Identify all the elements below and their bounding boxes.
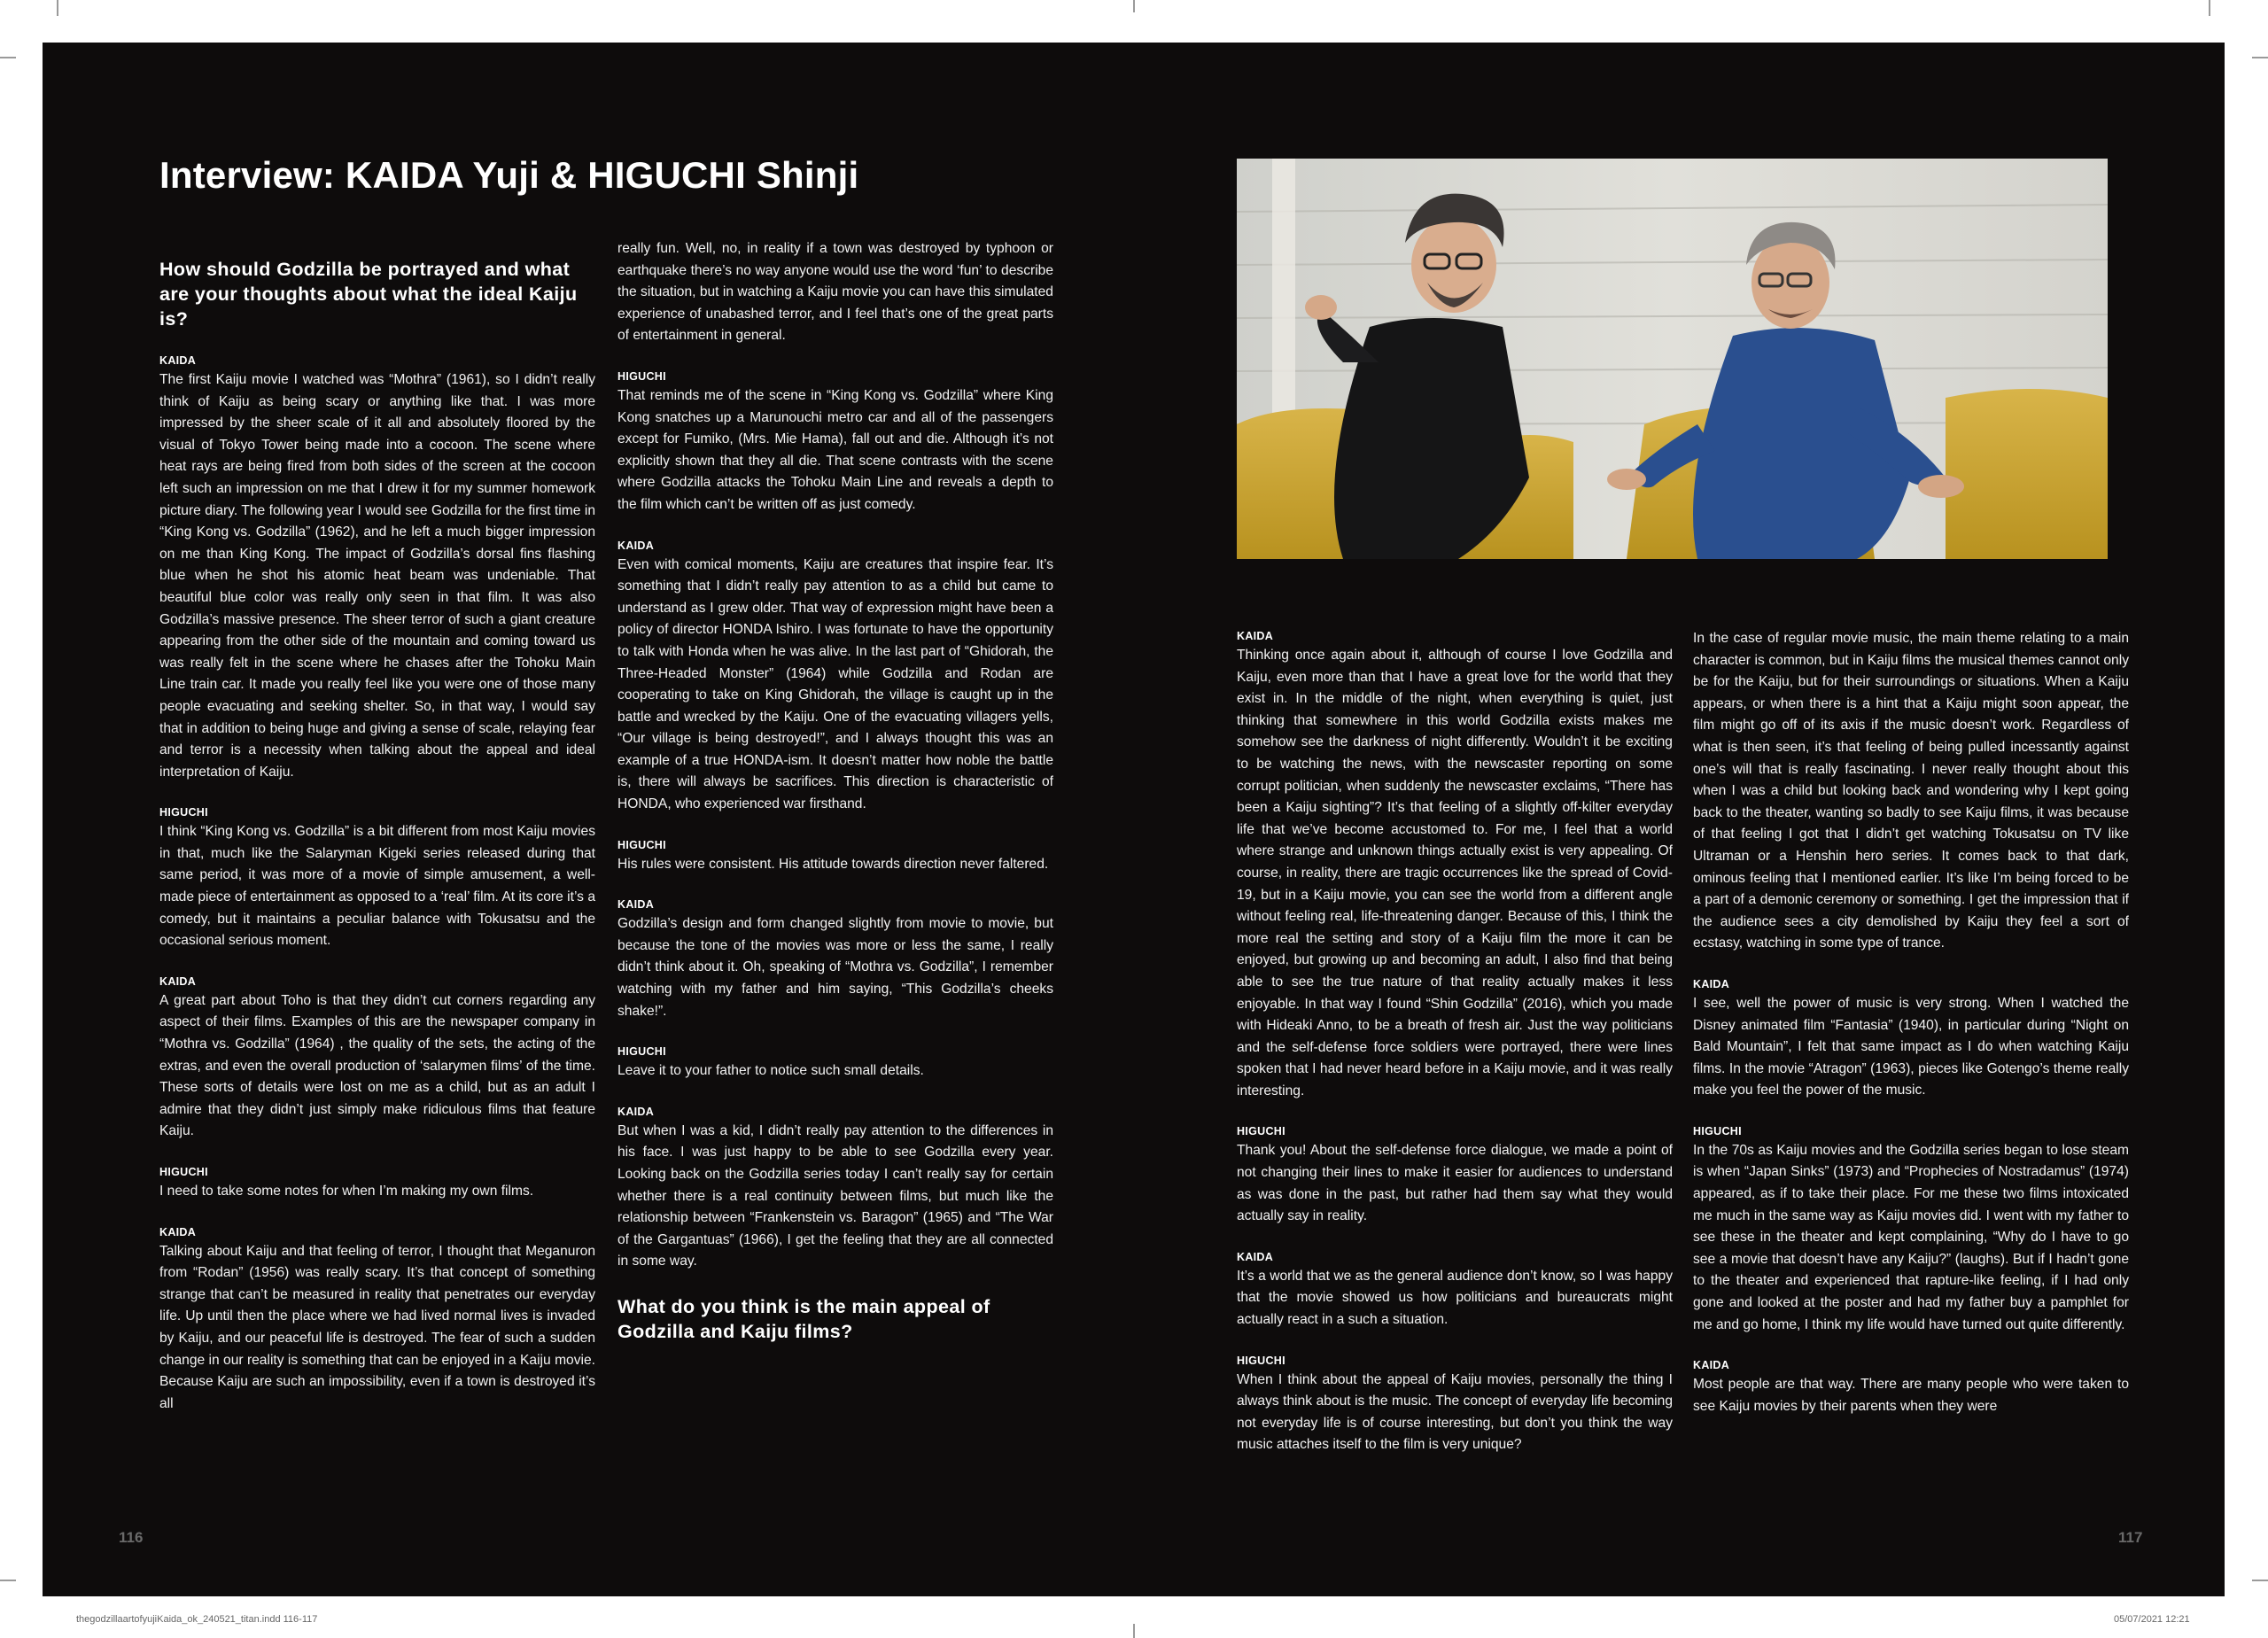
crop-mark (2252, 57, 2268, 58)
interview-block (1693, 628, 2129, 955)
interview-paragraph: His rules were consistent. His attitude towards direction never faltered. (617, 856, 1049, 872)
interview-paragraph: Even with comical moments, Kaiju are creatures that inspire fear. It’s something that I didn’t really pay attention to as a child but came to understand as I grew older. That way of expression might have been a policy of director HONDA Ishiro. I was fortunate to have the opportunity to talk with Honda when he was alive. In the last part of “Ghidorah, the Three-Headed Monster” (1964) while Godzilla and Rodan are cooperating to take on King Ghidorah, the village is caught up in the battle and wrecked by the Kaiju. One of the evacuating villagers yells, “Our village is being destroyed!”, and I always thought this was an example of a true HONDA-ism. It doesn’t matter how noble the battle is, there will always be sacrifices. This direction is characteristic of HONDA, who experienced war firsthand. (617, 556, 1053, 812)
speaker-label: KAIDA (1693, 1359, 1730, 1372)
page-title: Interview: KAIDA Yuji & HIGUCHI Shinji (159, 154, 859, 196)
interview-block (617, 238, 1053, 347)
interview-block (617, 1104, 1053, 1273)
interview-paragraph: It’s a world that we as the general audience don’t know, so I was happy that the movie showed us how politicians and bureaucrats might actually react in a such a situation. (1237, 1268, 1673, 1328)
crop-mark (0, 1580, 16, 1581)
interview-paragraph: In the case of regular movie music, the main theme relating to a main character is common, but in Kaiju films the musical themes cannot only be for the Kaiju, but for their surroundings or situations. When a Kaiju appears, or when there is a hint that a Kaiju might soon appear, the film might go off of its axis if the music doesn’t work. Regardless of what is then seen, it’s that feeling of being pulled incessantly against one’s will that is really fascinating. I never really thought about this when I was a child but looking back and wondering why I kept going back to the theater, wanting so badly to see Kaiju films, it was because of that feeling I got that I didn’t get watching Tokusatsu on TV like Ultraman or a Henshin hero series. It comes back to that dark, ominous feeling that I mentioned earlier. It’s like I’m being forced to be a part of a demonic ceremony or something. I get the impression that if the audience sees a city demolished by Kaiju they feel a sort of ecstasy, watching in some type of trance. (1693, 631, 2129, 951)
interview-paragraph: Leave it to your father to notice such small details. (617, 1063, 924, 1079)
interview-paragraph: really fun. Well, no, in reality if a town was destroyed by typhoon or earthquake there’s no way anyone would use the word ‘fun’ to describe the situation, but in watching a Kaiju movie you can have this simulated experience of unabashed terror, and I feel that’s one of the great parts of entertainment in general. (617, 241, 1053, 344)
interview-paragraph: I see, well the power of music is very strong. When I watched the Disney animated film “Fantasia” (1940), in particular during “Night on Bald Mountain”, I felt that same impact as I do when watching Kaiju films. In the movie “Atragon” (1963), pieces like Gotengo’s theme really make you feel the power of the music. (1693, 995, 2129, 1098)
interview-block (1237, 1123, 1673, 1227)
interview-block (1693, 1357, 2129, 1417)
text-column-2 (617, 238, 1053, 1362)
interview-block (617, 369, 1053, 516)
crop-mark (1133, 1624, 1135, 1638)
interview-paragraph: I need to take some notes for when I’m making my own films. (159, 1184, 534, 1199)
crop-mark (0, 57, 16, 58)
crop-mark (1133, 0, 1135, 12)
interview-paragraph: In the 70s as Kaiju movies and the Godzilla series began to lose steam is when “Japan Sinks” (1973) and “Prophecies of Nostradamus” (1974) appeared, as if to take their place. For me these two films intoxicated me much in the same way as Kaiju movies did. I went with my father to see these in the theater and kept complaining, “Why do I have to go see a movie that doesn’t have any Kaiju?” (laughs). But if I hadn’t gone to the theater and experienced that rapture-like feeling, if I had only gone and looked at the poster and had my father buy a pamphlet for me and go home, I think my life would have turned out quite differently. (1693, 1142, 2129, 1332)
text-column-1 (159, 257, 595, 1436)
interview-photo-illustration (1237, 159, 2108, 559)
speaker-label: KAIDA (617, 898, 655, 912)
speaker-label: HIGUCHI (1237, 1354, 1285, 1367)
interview-block (159, 353, 595, 783)
interview-paragraph: Godzilla’s design and form changed slightly from movie to movie, but because the tone of the movies was more or less the same, I really didn’t think about it. Oh, speaking of “Mothra vs. Godzilla”, I remember watching with my father and him saying, “This Godzilla’s cheeks shake!”. (617, 916, 1053, 1019)
interview-paragraph: The first Kaiju movie I watched was “Mothra” (1961), so I didn’t really think of Kaiju as being scary or anything like that. I was more impressed by the sheer scale of it all and absolutely floored by the visual of Tokyo Tower being made into a cocoon. The scene where heat rays are being fired from both sides of the screen at the cocoon left such an impression on me that I drew it for my summer homework picture diary. The following year I would see Godzilla for the first time in “King Kong vs. Godzilla” (1962), and he left a much bigger impression on me than King Kong. The impact of Godzilla’s dorsal fins flashing blue when he shot his atomic heat beam was undeniable. That beautiful blue color was really only seen in that film. It was also Godzilla’s massive presence. The sheer terror of such a giant creature appearing from the other side of the mountain and coming toward us was really felt in the scene where he chases after the Tohoku Main Line train car. It made you really feel like you were one of those many people evacuating and seeking shelter. So, in that way, I would say that in addition to being huge and giving a sense of scale, relaying fear and terror is a necessity when talking about the appeal and ideal interpretation of Kaiju. (159, 372, 595, 780)
speaker-label: KAIDA (1237, 1250, 1274, 1263)
speaker-label: KAIDA (617, 539, 655, 552)
interview-photo (1237, 159, 2108, 559)
speaker-label: KAIDA (617, 1105, 655, 1118)
page-number-right: 117 (2118, 1529, 2143, 1546)
speaker-label: HIGUCHI (617, 369, 666, 383)
text-column-3 (1237, 628, 1673, 1478)
interview-block (617, 837, 1053, 876)
crop-mark (2209, 0, 2210, 16)
speaker-label: HIGUCHI (159, 1166, 208, 1178)
speaker-label: KAIDA (1237, 630, 1274, 642)
question-heading: What do you think is the main appeal of Godzilla and Kaiju films? (617, 1295, 990, 1342)
interview-block (1693, 1123, 2129, 1336)
interview-block (159, 1224, 595, 1416)
print-slug-date: 05/07/2021 12:21 (2114, 1614, 2190, 1625)
speaker-label: HIGUCHI (1693, 1124, 1742, 1137)
crop-mark (2252, 1580, 2268, 1581)
interview-block (617, 897, 1053, 1022)
interview-block (1237, 1249, 1673, 1331)
interview-paragraph: But when I was a kid, I didn’t really pay attention to the differences in his face. I was just happy to be able to see Godzilla every year. Looking back on the Godzilla series today I can’t really say for certain whether there is a real continuity between films, but much like the relationship between “Frankenstein vs. Baragon” (1965) and “The War of the Gargantuas” (1966), I get the feeling that they are all connected in some way. (617, 1122, 1053, 1269)
speaker-label: KAIDA (159, 1225, 197, 1238)
interview-paragraph: A great part about Toho is that they didn’t cut corners regarding any aspect of their films. Examples of this are the newspaper company in “Mothra vs. Godzilla” (1964) , the quality of the sets, the acting of the extras, and even the overall production of ‘salarymen films’ of the time. These sorts of details were lost on me as a child, but as an adult I admire that they didn’t just simply make ridiculous films that feature Kaiju. (159, 992, 595, 1139)
crop-mark (57, 0, 58, 16)
interview-block (617, 1044, 1053, 1083)
speaker-label: KAIDA (159, 974, 197, 988)
interview-paragraph: Talking about Kaiju and that feeling of terror, I thought that Meganuron from “Rodan” (1956) was really scary. It’s that concept of something strange that can’t be measured in reality that penetrates our everyday life. Up until then the place where we had lived normal lives is invaded by Kaiju, and our peaceful life is destroyed. The fear of such a sudden change in our reality is something that can be enjoyed in a Kaiju movie. Because Kaiju are such an impossibility, even if a town is destroyed it’s all (159, 1243, 595, 1411)
interview-paragraph: When I think about the appeal of Kaiju movies, personally the thing I always think about is the music. The concept of everyday life becoming not everyday life is of course interesting, but don’t you think the way music attaches itself to the film is very unique? (1237, 1371, 1673, 1453)
interview-block (159, 804, 595, 952)
interview-block (1237, 1353, 1673, 1456)
interview-paragraph: I think “King Kong vs. Godzilla” is a bit different from most Kaiju movies in that, much like the Salaryman Kigeki series released during that same period, it was more of a movie of simple amusement, a well-made piece of entertainment as opposed to a ‘real’ film. At its core it’s a comedy, but it maintains a peculiar balance with Tokusatsu and the occasional serious moment. (159, 824, 595, 949)
print-slug-file: thegodzillaartofyujiKaida_ok_240521_titan.indd 116-117 (76, 1614, 318, 1625)
speaker-label: KAIDA (1693, 977, 1730, 990)
speaker-label: HIGUCHI (159, 806, 208, 819)
interview-paragraph: Thank you! About the self-defense force dialogue, we made a point of not changing their lines to make it easier for audiences to understand as was done in the past, but rather had them say what they would actually say in reality. (1237, 1143, 1673, 1224)
speaker-label: HIGUCHI (617, 838, 666, 851)
interview-block (1237, 628, 1673, 1102)
page-number-left: 116 (119, 1529, 144, 1546)
text-column-4 (1693, 628, 2129, 1439)
interview-block (1693, 976, 2129, 1102)
question-heading: How should Godzilla be portrayed and what are your thoughts about what the ideal Kaiju is? (159, 259, 578, 330)
interview-block (617, 538, 1053, 816)
speaker-label: KAIDA (159, 354, 197, 367)
speaker-label: HIGUCHI (617, 1045, 666, 1059)
magazine-spread (43, 43, 2225, 1596)
interview-paragraph: That reminds me of the scene in “King Kong vs. Godzilla” where King Kong snatches up a Marunouchi metro car and all of the passengers except for Fumiko, (Mrs. Mie Hama), fall out and die. Although it’s not explicitly shown that they all die. That scene contrasts with the scene where Godzilla attacks the Tohoku Main Line and reveals a depth to the film which can’t be written off as just comedy. (617, 387, 1053, 512)
interview-paragraph: Most people are that way. There are many people who were taken to see Kaiju movies by their parents when they were (1693, 1377, 2129, 1414)
speaker-label: HIGUCHI (1237, 1125, 1285, 1138)
interview-block (159, 1164, 595, 1203)
interview-paragraph: Thinking once again about it, although of course I love Godzilla and Kaiju, even more than that I have a great love for the world that they exist in. In the middle of the night, when everything is quiet, just thinking that somewhere in this world Godzilla exists makes me somehow see the darkness of night differently. Wouldn’t it be exciting to be watching the news, with the newscaster reporting on some corrupt politician, when suddenly the newscaster exclaims, “There has been a Kaiju sighting”? It’s that feeling of a slightly off-kilter everyday life that we’ve become accustomed to. For me, I feel that a world where strange and unknown things actually exist is very appealing. Of course, in reality, there are tragic occurrences like the spread of Covid-19, but in a Kaiju movie, you can see the world from a different angle without feeling real, life-threatening danger. Because of this, I think the more real the setting and story of a Kaiju film the more it can be enjoyed, but growing up and becoming an adult, I also find that being able to see the true nature of that reality actually makes it less enjoyable. In that way I found “Shin Godzilla” (2016), which you made with Hideaki Anno, to be a breath of fresh air. Just the way politicians and the self-defense force soldiers were portrayed, there were lines spoken that I had never heard before in a Kaiju movie, and it was really interesting. (1237, 648, 1673, 1098)
interview-block (159, 974, 595, 1143)
